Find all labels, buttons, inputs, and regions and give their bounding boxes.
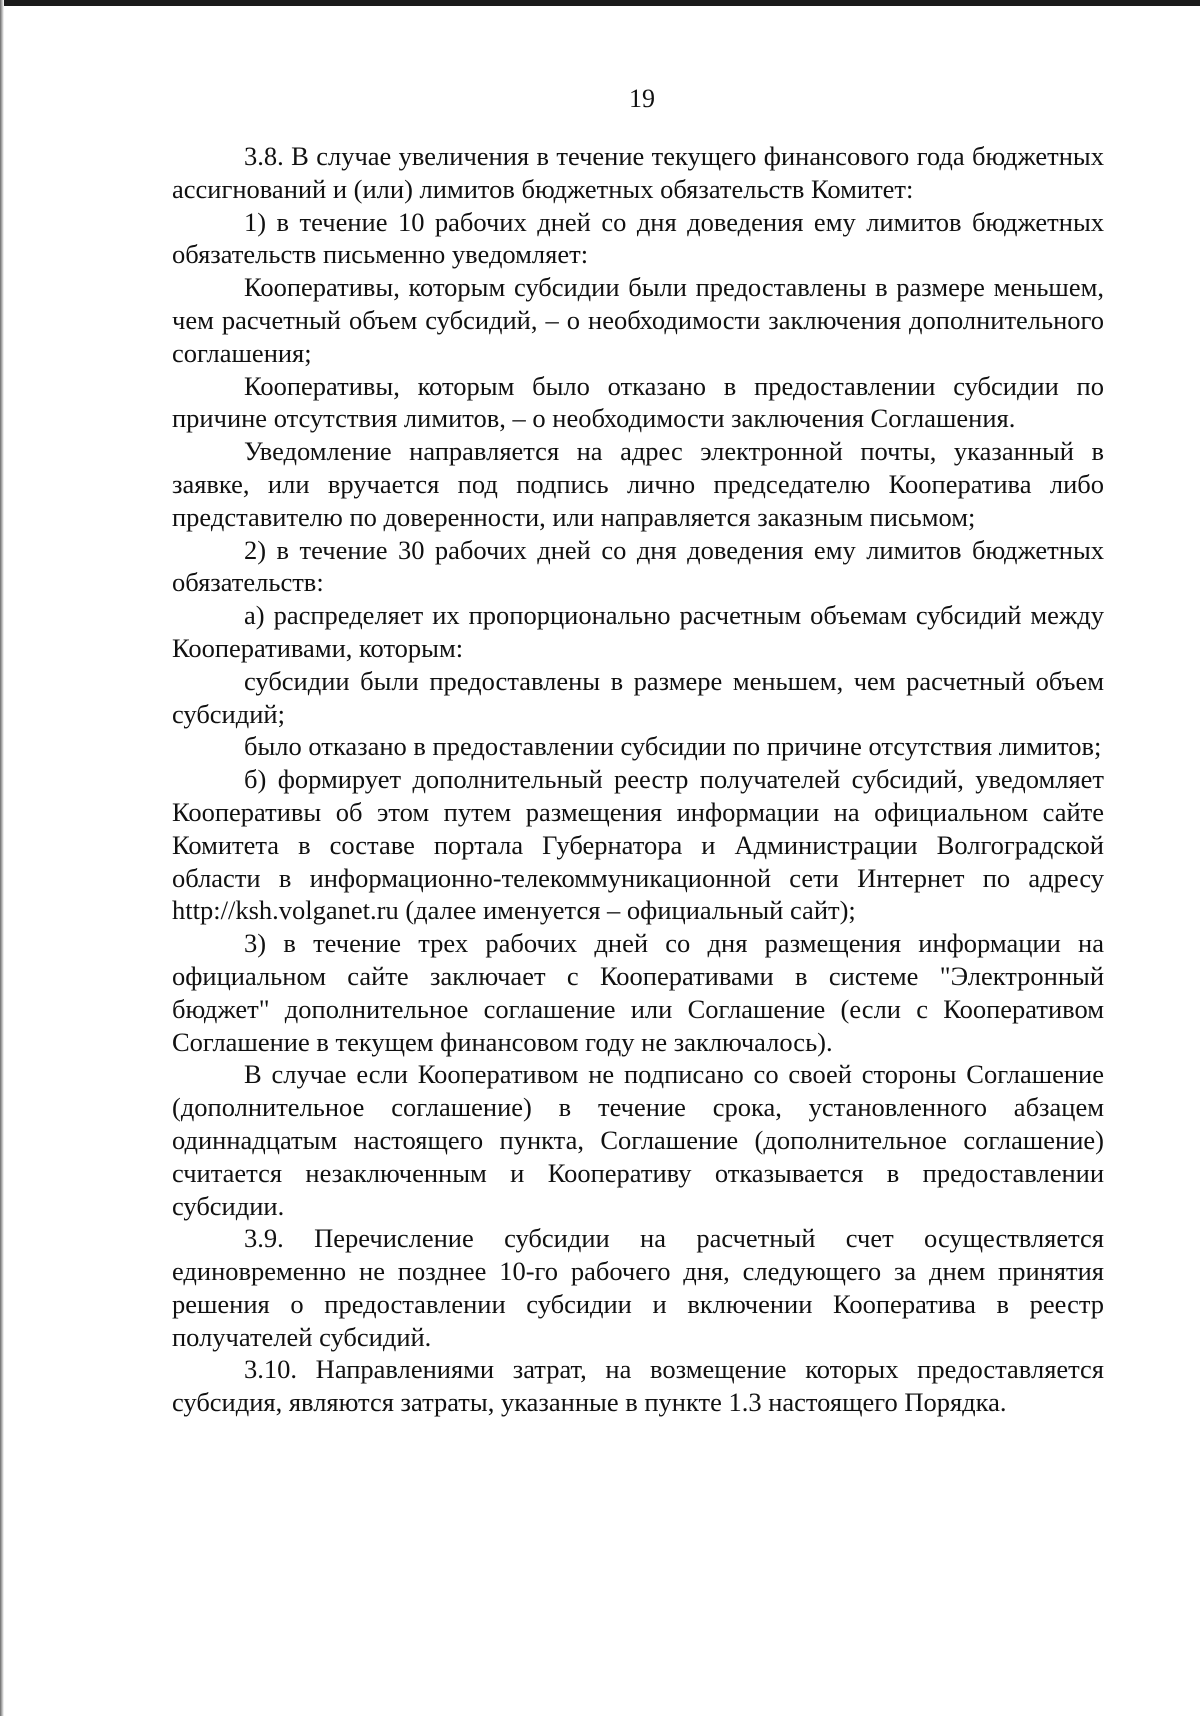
page-number: 19 bbox=[629, 84, 655, 113]
paragraph-item-2b: б) формирует дополнительный реестр получателей субсидий, уведомляет Кооперативы об этом путем размещения информации на официальном сайте Комитета в составе портала Губернатора и Администрации Волгоградской области в информационно-телекоммуникационной сети Интернет по адресу http://ksh.volganet.ru (далее именуется – официальный сайт); bbox=[172, 764, 1104, 926]
paragraph-3-9: 3.9. Перечисление субсидии на расчетный счет осуществляется единовременно не позднее 10-го рабочего дня, следующего за днем принятия решения о предоставлении субсидии и включении Кооператива в реестр получателей субсидий. bbox=[172, 1223, 1104, 1352]
paragraph-item-2a: а) распределяет их пропорционально расчетным объемам субсидий между Кооперативами, которым: bbox=[172, 600, 1104, 663]
paragraph-3-8: 3.8. В случае увеличения в течение текущего финансового года бюджетных ассигнований и (или) лимитов бюджетных обязательств Комитет: bbox=[172, 141, 1104, 204]
paragraph-not-signed: В случае если Кооперативом не подписано со своей стороны Соглашение (дополнительное соглашение) в течение срока, установленного абзацем одиннадцатым настоящего пункта, Соглашение (дополнительное соглашение) считается незаключенным и Кооперативу отказывается в предоставлении субсидии. bbox=[172, 1059, 1104, 1221]
paragraph-cooperatives-refused: Кооперативы, которым было отказано в предоставлении субсидии по причине отсутствия лимитов, – о необходимости заключения Соглашения. bbox=[172, 370, 1104, 434]
scan-border-top bbox=[0, 0, 1200, 6]
paragraph-item-3: 3) в течение трех рабочих дней со дня размещения информации на официальном сайте заключает с Кооперативами в системе "Электронный бюджет" дополнительное соглашение или Соглашение (если с Кооперативом Соглашение в текущем финансовом году не заключалось). bbox=[172, 928, 1104, 1057]
paragraph-notification: Уведомление направляется на адрес электронной почты, указанный в заявке, или вручается под подпись лично председателю Кооператива либо представителю по доверенности, или направляется заказным письмом; bbox=[172, 436, 1104, 532]
paragraph-cooperatives-smaller: Кооперативы, которым субсидии были предоставлены в размере меньшем, чем расчетный объем субсидий, – о необходимости заключения дополнительного соглашения; bbox=[172, 272, 1104, 368]
paragraph-item-2: 2) в течение 30 рабочих дней со дня доведения ему лимитов бюджетных обязательств: bbox=[172, 534, 1104, 598]
paragraph-3-10: 3.10. Направлениями затрат, на возмещение которых предоставляется субсидия, являются затраты, указанные в пункте 1.3 настоящего Порядка. bbox=[172, 1354, 1104, 1418]
document-body bbox=[172, 140, 1104, 1419]
scan-border-left bbox=[0, 0, 4, 1716]
paragraph-refused-limits: было отказано в предоставлении субсидии по причине отсутствия лимитов; bbox=[244, 731, 1102, 762]
paragraph-item-1: 1) в течение 10 рабочих дней со дня доведения ему лимитов бюджетных обязательств письменно уведомляет: bbox=[172, 206, 1104, 270]
paragraph-subsidies-smaller: субсидии были предоставлены в размере меньшем, чем расчетный объем субсидий; bbox=[172, 665, 1104, 729]
